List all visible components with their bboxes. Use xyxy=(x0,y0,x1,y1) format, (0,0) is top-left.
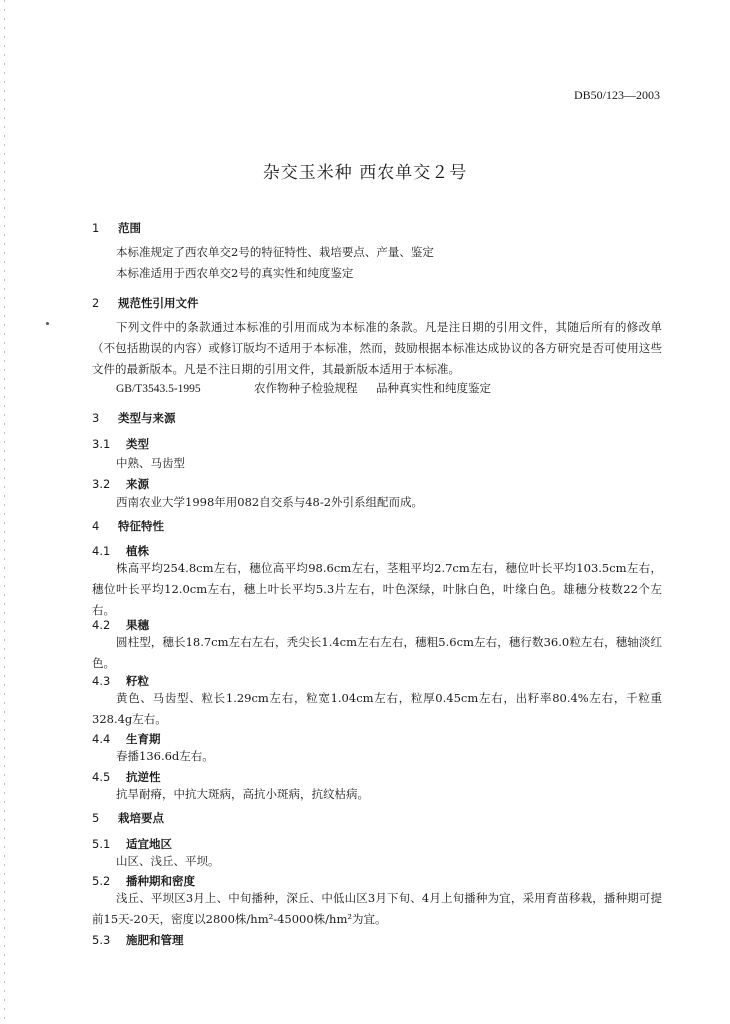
subsection-title: 适宜地区 xyxy=(126,837,172,851)
subsection-heading xyxy=(92,543,149,559)
section-heading xyxy=(92,410,176,426)
subsection-title: 抗逆性 xyxy=(126,770,161,784)
paragraph: 下列文件中的条款通过本标准的引用而成为本标准的条款。凡是注日期的引用文件，其随后所有的修改单（不包括勘误的内容）或修订版均不适用于本标准，然而，鼓励根据本标准达成协议的各方研究是否可使用这些文件的最新版本。凡是不注日期的引用文件，其最新版本适用于本标准。 xyxy=(92,320,662,376)
scan-speck xyxy=(46,322,49,325)
section-title: 规范性引用文件 xyxy=(118,296,199,310)
paragraph: 黄色、马齿型、粒长1.29cm左右，粒宽1.04cm左右，粒厚0.45cm左右，出籽率80.4%左右，千粒重328.4g左右。 xyxy=(92,691,662,726)
paragraph-line: 中熟、马齿型 xyxy=(116,456,185,470)
subsection-heading xyxy=(92,873,195,889)
section-title: 特征特性 xyxy=(118,519,164,533)
subsection-heading xyxy=(92,617,149,633)
section-title: 类型与来源 xyxy=(118,411,176,425)
subsection-number: 5.1 xyxy=(92,837,111,851)
reference-code: GB/T3543.5-1995 xyxy=(116,383,201,395)
section-heading xyxy=(92,518,164,534)
section-title: 栽培要点 xyxy=(118,811,164,825)
subsection-number: 4.3 xyxy=(92,674,111,688)
section-number: 4 xyxy=(92,519,100,533)
document-code: DB50/123—2003 xyxy=(573,88,660,102)
subsection-title: 生育期 xyxy=(126,732,161,746)
section-number: 1 xyxy=(92,221,100,235)
subsection-title: 类型 xyxy=(126,437,149,451)
scan-edge xyxy=(4,0,5,1024)
subsection-heading xyxy=(92,476,149,492)
paragraph-line: 本标准规定了西农单交2号的特征特性、栽培要点、产量、鉴定 xyxy=(116,245,434,259)
section-number: 5 xyxy=(92,811,100,825)
paragraph-line: 抗旱耐瘠，中抗大斑病，高抗小斑病，抗纹枯病。 xyxy=(116,787,369,801)
paragraph: 株高平均254.8cm左右，穗位高平均98.6cm左右，茎粗平均2.7cm左右，穗位叶长平均103.5cm左右，穗位叶长平均12.0cm左右，穗上叶长平均5.3片左右，叶色深绿，叶脉白色，叶缘白色。雄穗分枝数22个左右。 xyxy=(92,561,662,617)
subsection-number: 5.2 xyxy=(92,874,111,888)
page-title: 杂交玉米种 西农单交２号 xyxy=(262,163,468,183)
subsection-number: 4.5 xyxy=(92,770,111,784)
section-heading xyxy=(92,295,199,311)
paragraph-line: 山区、浅丘、平坝。 xyxy=(116,854,220,868)
subsection-number: 3.2 xyxy=(92,477,111,491)
reference-part: 品种真实性和纯度鉴定 xyxy=(376,381,491,395)
normative-reference xyxy=(116,380,491,396)
section-number: 3 xyxy=(92,411,100,425)
section-title: 范围 xyxy=(118,221,141,235)
paragraph: 浅丘、平坝区3月上、中旬播种，深丘、中低山区3月下旬、4月上旬播种为宜，采用育苗移栽，播种期可提前15天-20天，密度以2800株/hm²-45000株/hm²为宜。 xyxy=(92,891,662,926)
subsection-number: 5.3 xyxy=(92,933,111,947)
subsection-title: 植株 xyxy=(126,544,149,558)
section-number: 2 xyxy=(92,296,100,310)
paragraph-line: 本标准适用于西农单交2号的真实性和纯度鉴定 xyxy=(116,266,354,280)
paragraph-line: 西南农业大学1998年用082自交系与48-2外引系组配而成。 xyxy=(116,495,424,509)
subsection-number: 3.1 xyxy=(92,437,111,451)
subsection-heading xyxy=(92,731,161,747)
subsection-title: 果穗 xyxy=(126,618,149,632)
subsection-number: 4.2 xyxy=(92,618,111,632)
subsection-title: 施肥和管理 xyxy=(126,933,184,947)
subsection-title: 播种期和密度 xyxy=(126,874,195,888)
section-heading xyxy=(92,810,164,826)
subsection-number: 4.1 xyxy=(92,544,111,558)
subsection-heading xyxy=(92,673,149,689)
subsection-title: 来源 xyxy=(126,477,149,491)
subsection-number: 4.4 xyxy=(92,732,111,746)
paragraph: 圆柱型，穗长18.7cm左右左右，秃尖长1.4cm左右左右，穗粗5.6cm左右，穗行数36.0粒左右，穗轴淡红色。 xyxy=(92,635,662,670)
subsection-heading xyxy=(92,436,149,452)
subsection-heading xyxy=(92,932,184,948)
subsection-heading xyxy=(92,769,161,785)
section-heading xyxy=(92,220,141,236)
reference-name: 农作物种子检验规程 xyxy=(254,381,358,395)
subsection-title: 籽粒 xyxy=(126,674,149,688)
paragraph-line: 春播136.6d左右。 xyxy=(116,749,214,763)
subsection-heading xyxy=(92,836,172,852)
